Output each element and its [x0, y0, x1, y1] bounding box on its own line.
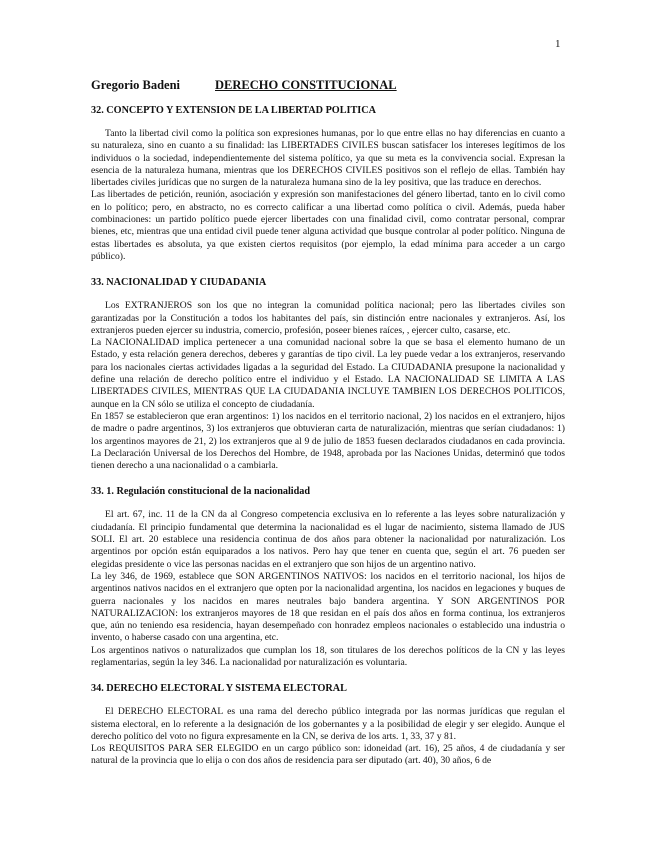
author-name: Gregorio Badeni [91, 78, 181, 92]
paragraph: Tanto la libertad civil como la política son expresiones humanas, por lo que entre ellas no hay diferencias en cuanto a su naturaleza, sino en cuanto a su finalidad: las LIBERTADES CIVILES buscan satisfacer los intereses legítimos de los individuos o la sociedad, independientemente del sistema político, ya que su meta es la convivencia social. Expresan la esencia de la naturaleza humana, mientras que los DERECHOS CIVILES positivos son el reflejo de ellas. También hay libertades civiles jurídicas que no surgen de la naturaleza humana sino de la ley positiva, que las traduce en derechos. [91, 128, 565, 189]
section-heading: 33. NACIONALIDAD Y CIUDADANIA [91, 277, 267, 289]
paragraph: El DERECHO ELECTORAL es una rama del derecho público integrada por las normas jurídicas que regulan el sistema electoral, en lo referente a la designación de los gobernantes y a la posibilidad de elegir y ser elegido. Aunque el derecho político del voto no figura expresamente en la CN, se deriva de los arts. 1, 33, 37 y 81. [91, 706, 565, 742]
section-heading: 33. 1. Regulación constitucional de la nacionalidad [91, 486, 311, 498]
document-title: DERECHO CONSTITUCIONAL [215, 78, 397, 92]
paragraph: Los argentinos nativos o naturalizados que cumplan los 18, son titulares de los derechos políticos de la CN y las leyes reglamentarias, según la ley 346. La nacionalidad por naturalización es voluntaria. [91, 644, 565, 668]
section-heading: 32. CONCEPTO Y EXTENSION DE LA LIBERTAD POLITICA [91, 105, 376, 116]
paragraph: El art. 67, inc. 11 de la CN da al Congreso competencia exclusiva en lo referente a las leyes sobre naturalización y ciudadanía. El principio fundamental que determina la nacionalidad es el lugar de nacimiento, sistema llamado de JUS SOLI. El art. 20 establece una residencia continua de dos años para obtener la nacionalidad por naturalización. Los argentinos por opción están equiparados a los nativos. Pero hay que tener en cuenta que, según el art. 76 pueden ser elegidas presidente o vice las personas nacidas en el extranjero que son hijos de un argentino nativo. [91, 509, 565, 570]
paragraph: La ley 346, de 1969, establece que SON ARGENTINOS NATIVOS: los nacidos en el territorio nacional, los hijos de argentinos nativos nacidos en el extranjero que opten por la nacionalidad argentina, los nacidos en legaciones y buques de guerra nacionales y los nacidos en mares neutrales bajo bandera argentina. Y SON ARGENTINOS POR NATURALIZACION: los extranjeros mayores de 18 que residan en el país dos años en forma continua, los extranjeros que, aún no teniendo esa residencia, hayan desempeñado con honradez empleos nacionales o establecido una industria o invento, o haberse casado con una argentina, etc. [91, 570, 565, 644]
page-number: 1 [555, 38, 561, 50]
paragraph: Las libertades de petición, reunión, asociación y expresión son manifestaciones del género libertad, tanto en lo civil como en lo político; pero, en abstracto, no es correcto calificar a una libertad como política o civil. Además, pueda haber combinaciones: un partido político puede ejercer libertades con una finalidad civil, como contratar personal, comprar bienes, etc, mientras que una entidad civil puede tener alguna actividad que busque controlar al poder político. Ninguna de estas libertades es absoluta, ya que existen ciertos requisitos (por ejemplo, la edad mínima para acceder a un cargo público). [91, 189, 565, 262]
document-header [91, 78, 565, 92]
paragraph: La NACIONALIDAD implica pertenecer a una comunidad nacional sobre la que se basa el elemento humano de un Estado, y esta relación genera derechos, deberes y garantías de tipo civil. La ley puede vedar a los extranjeros, reservando para los nacionales ciertas actividades ligadas a la seguridad del Estado. La CIUDADANIA presupone la nacionalidad y define una relación de derecho político entre el individuo y el Estado. LA NACIONALIDAD SE LIMITA A LAS LIBERTADES CIVILES, MIENTRAS QUE LA CIUDADANIA INCLUYE TAMBIEN LOS DERECHOS POLITICOS, aunque en la CN sólo se utiliza el concepto de ciudadanía. [91, 337, 565, 410]
document-body [91, 78, 565, 768]
section-heading: 34. DERECHO ELECTORAL Y SISTEMA ELECTORAL [91, 683, 347, 695]
paragraph: En 1857 se establecieron que eran argentinos: 1) los nacidos en el territorio nacional, 2) los nacidos en el extranjero, hijos de madre o padre argentinos, 3) los extranjeros que obtuvieran carta de naturalización, mientras que serían ciudadanos: 1) los argentinos mayores de 21, 2) los extranjeros que al 9 de julio de 1853 fuesen declarados ciudadanos en cada provincia. La Declaración Universal de los Derechos del Hombre, de 1948, aprobada por las Naciones Unidas, determinó que todos tienen derecho a una nacionalidad o a cambiarla. [91, 410, 565, 472]
paragraph: Los REQUISITOS PARA SER ELEGIDO en un cargo público son: idoneidad (art. 16), 25 años, 4 de ciudadanía y ser natural de la provincia que lo elija o con dos años de residencia para ser diputado (art. 40), 30 años, 6 de [91, 743, 565, 767]
paragraph: Los EXTRANJEROS son los que no integran la comunidad política nacional; pero las libertades civiles son garantizadas por la Constitución a todos los habitantes del país, sin distinción entre nacionales y extranjeros. Así, los extranjeros pueden ejercer su industria, comercio, profesión, poseer bienes raíces, , ejercer culto, casarse, etc. [91, 300, 565, 336]
